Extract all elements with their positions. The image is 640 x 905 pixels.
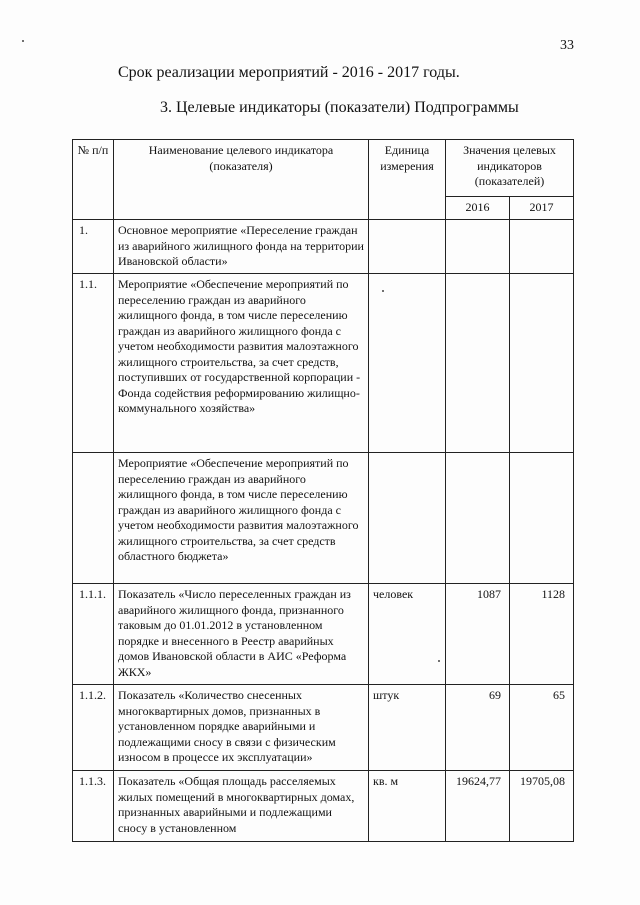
table-row: [73, 274, 574, 453]
row-no: [73, 453, 114, 584]
row-no: 1.1.1.: [73, 584, 114, 685]
row-value-2017: 19705,08: [510, 771, 574, 842]
table-row: [73, 453, 574, 584]
header-no: № п/п: [73, 140, 114, 220]
row-value-2017: 65: [510, 685, 574, 771]
row-value-2016: 1087: [446, 584, 510, 685]
row-name: Основное мероприятие «Переселение граждан из аварийного жилищного фонда на территории Ивановской области»: [114, 220, 369, 274]
header-values: Значения целевых индикаторов (показателей): [446, 140, 574, 197]
table-row: [73, 220, 574, 274]
row-value-2017: [510, 220, 574, 274]
row-value-2017: [510, 274, 574, 453]
row-unit: [369, 274, 446, 453]
header-year-2016: 2016: [446, 197, 510, 220]
scan-speck: [22, 40, 24, 42]
row-unit: [369, 220, 446, 274]
indicators-table: [72, 139, 574, 842]
row-value-2016: 19624,77: [446, 771, 510, 842]
table-header-row: [73, 140, 574, 197]
row-name: Показатель «Количество снесенных многоквартирных домов, признанных в установленном порядке аварийными и подлежащими сносу в связи с физическим износом в процессе их эксплуатации»: [114, 685, 369, 771]
row-value-2016: [446, 453, 510, 584]
row-unit: штук: [369, 685, 446, 771]
row-name: Мероприятие «Обеспечение мероприятий по переселению граждан из аварийного жилищного фонда, в том числе переселению граждан из аварийного жилищного фонда с учетом необходимости развития малоэтажного жилищного строительства, за счет средств, поступивших от государственной корпорации - Фонда содействия реформированию жилищно-коммунального хозяйства»: [114, 274, 369, 453]
section-title: 3. Целевые индикаторы (показатели) Подпрограммы: [160, 99, 519, 116]
row-no: 1.: [73, 220, 114, 274]
row-name: Показатель «Число переселенных граждан из аварийного жилищного фонда, признанного таковым до 01.01.2012 в установленном порядке и внесенного в Реестр аварийных домов Ивановской области в АИС «Реформа ЖКХ»: [114, 584, 369, 685]
row-no: 1.1.: [73, 274, 114, 453]
row-value-2016: 69: [446, 685, 510, 771]
row-no: 1.1.2.: [73, 685, 114, 771]
header-name: Наименование целевого индикатора (показателя): [114, 140, 369, 220]
header-unit: Единица измерения: [369, 140, 446, 220]
row-value-2016: [446, 220, 510, 274]
row-unit: кв. м: [369, 771, 446, 842]
row-name: Мероприятие «Обеспечение мероприятий по переселению граждан из аварийного жилищного фонда, в том числе переселению граждан из аварийного жилищного фонда с учетом необходимости развития малоэтажного жилищного строительства, за счет средств областного бюджета»: [114, 453, 369, 584]
row-no: 1.1.3.: [73, 771, 114, 842]
row-value-2017: [510, 453, 574, 584]
row-unit: [369, 453, 446, 584]
page-number: 33: [560, 38, 574, 53]
table-row: [73, 584, 574, 685]
row-name: Показатель «Общая площадь расселяемых жилых помещений в многоквартирных домах, признанных аварийными и подлежащими сносу в установленном: [114, 771, 369, 842]
table-row: [73, 771, 574, 842]
header-year-2017: 2017: [510, 197, 574, 220]
row-value-2017: 1128: [510, 584, 574, 685]
row-unit: человек: [369, 584, 446, 685]
table-row: [73, 685, 574, 771]
row-value-2016: [446, 274, 510, 453]
implementation-deadline: Срок реализации мероприятий - 2016 - 2017 годы.: [118, 64, 460, 81]
